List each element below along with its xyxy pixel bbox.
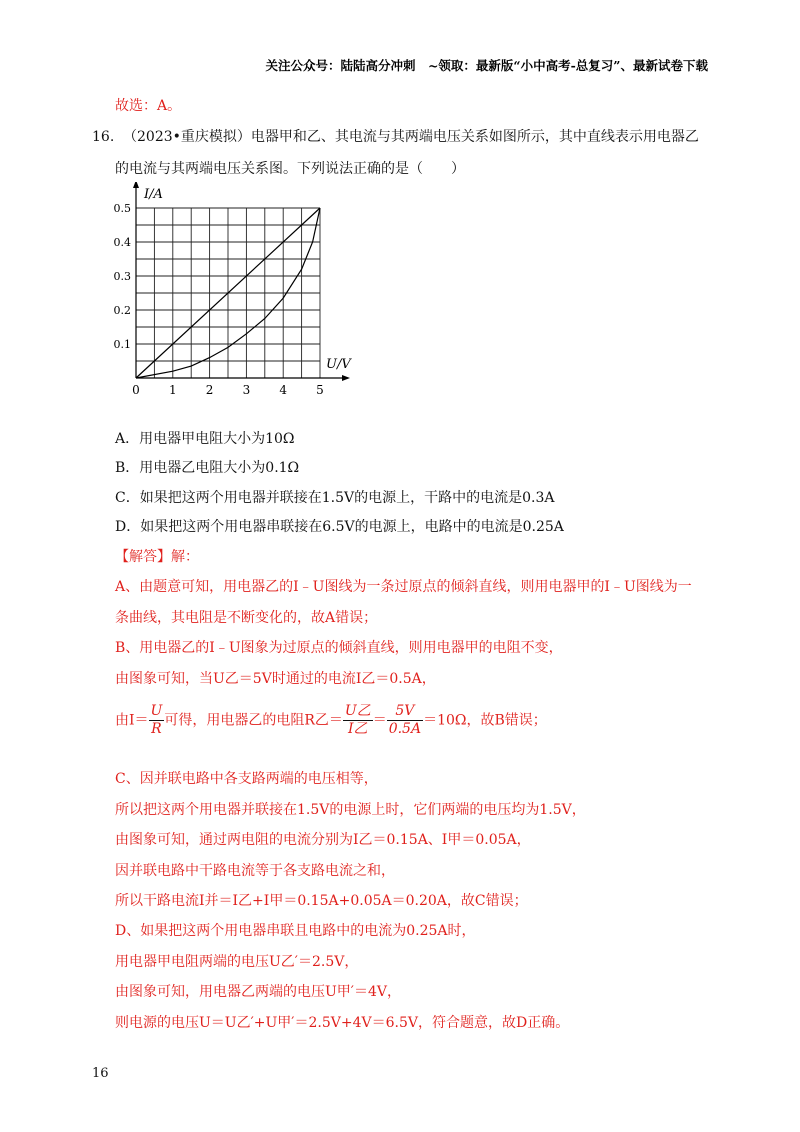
- answer-b-line2: 由图象可知，当U乙＝5V时通过的电流I乙＝0.5A，: [115, 671, 436, 687]
- x-axis-label: U/V: [326, 357, 351, 372]
- x-tick-label: 1: [168, 383, 177, 397]
- answer-c-line5: 所以干路电流I并＝I乙+I甲＝0.15A+0.05A＝0.20A，故C错误；: [115, 893, 528, 909]
- question-number: 16.: [92, 129, 115, 145]
- x-tick-label: 3: [242, 383, 251, 397]
- answer-a-line1: A、由题意可知，用电器乙的I﹣U图线为一条过原点的倾斜直线，则用电器甲的I﹣U图线为一: [115, 579, 692, 595]
- y-axis-label: I/A: [144, 187, 163, 202]
- answer-d-line3: 由图象可知，用电器乙两端的电压U甲′＝4V，: [115, 984, 401, 1000]
- option-a: A．用电器甲电阻大小为10Ω: [115, 431, 295, 447]
- previous-answer: 故选：A。: [115, 98, 182, 114]
- answer-b-formula: [115, 703, 547, 738]
- chart-ticks: [114, 202, 324, 397]
- y-tick-label: 0.5: [113, 202, 131, 215]
- option-b: B．用电器乙电阻大小为0.1Ω: [115, 460, 300, 476]
- answer-heading: 【解答】解：: [115, 549, 199, 565]
- option-d: D．如果把这两个用电器串联接在6.5V的电源上，电路中的电流是0.25A: [115, 519, 564, 535]
- answer-c-line4: 因并联电路中干路电流等于各支路电流之和，: [115, 863, 395, 879]
- question-stem-line2: 的电流与其两端电压关系图。下列说法正确的是（ ）: [115, 161, 465, 177]
- formula-mid: 可得，用电器乙的电阻R乙＝: [164, 712, 343, 729]
- y-tick-label: 0.1: [113, 338, 131, 351]
- answer-a-line2: 条曲线，其电阻是不断变化的，故A错误；: [115, 610, 378, 626]
- fraction-u-over-i: $\frac{\text{U乙}}{\text{I乙}}$: [344, 703, 371, 737]
- x-tick-label: 4: [279, 383, 288, 397]
- formula-post: ＝10Ω，故B错误；: [423, 712, 547, 729]
- x-tick-label: 0: [132, 383, 140, 397]
- answer-b-line1: B、用电器乙的I﹣U图象为过原点的倾斜直线，则用电器甲的电阻不变，: [115, 640, 563, 656]
- y-tick-label: 0.4: [113, 236, 131, 249]
- answer-d-line1: D、如果把这两个用电器串联且电路中的电流为0.25A时，: [115, 923, 476, 939]
- y-axis-arrow: [133, 182, 139, 188]
- option-c: C．如果把这两个用电器并联接在1.5V的电源上，干路中的电流是0.3A: [115, 490, 555, 506]
- answer-d-line4: 则电源的电压U＝U乙′+U甲′＝2.5V+4V＝6.5V，符合题意，故D正确。: [115, 1015, 570, 1031]
- formula-eq: ＝: [372, 712, 387, 729]
- formula-pre: 由I＝: [115, 712, 149, 729]
- y-tick-label: 0.2: [113, 304, 131, 317]
- answer-c-line3: 由图象可知，通过两电阻的电流分别为I乙＝0.15A、I甲＝0.05A，: [115, 832, 531, 848]
- question-stem-line1: （2023•重庆模拟）电器甲和乙、其电流与其两端电压关系如图所示，其中直线表示用电器乙: [123, 129, 699, 145]
- x-axis-arrow: [342, 375, 350, 381]
- answer-c-line1: C、因并联电路中各支路两端的电压相等，: [115, 771, 378, 787]
- answer-c-line2: 所以把这两个用电器并联接在1.5V的电源上时，它们两端的电压均为1.5V，: [115, 802, 586, 818]
- page-number: 16: [92, 1066, 109, 1081]
- x-tick-label: 5: [316, 383, 324, 397]
- iu-chart: [110, 182, 360, 404]
- y-tick-label: 0.3: [113, 270, 131, 283]
- x-tick-label: 2: [205, 383, 214, 397]
- fraction-5v-over-05a: $\frac{5V}{0.5A}$: [388, 703, 422, 737]
- page-header: 关注公众号：陆陆高分冲刺 ~领取：最新版“小中高考-总复习”、最新试卷下载: [265, 58, 708, 73]
- fraction-u-over-r: $\frac{U}{R}$: [150, 703, 163, 737]
- answer-d-line2: 用电器甲电阻两端的电压U乙′＝2.5V，: [115, 954, 359, 970]
